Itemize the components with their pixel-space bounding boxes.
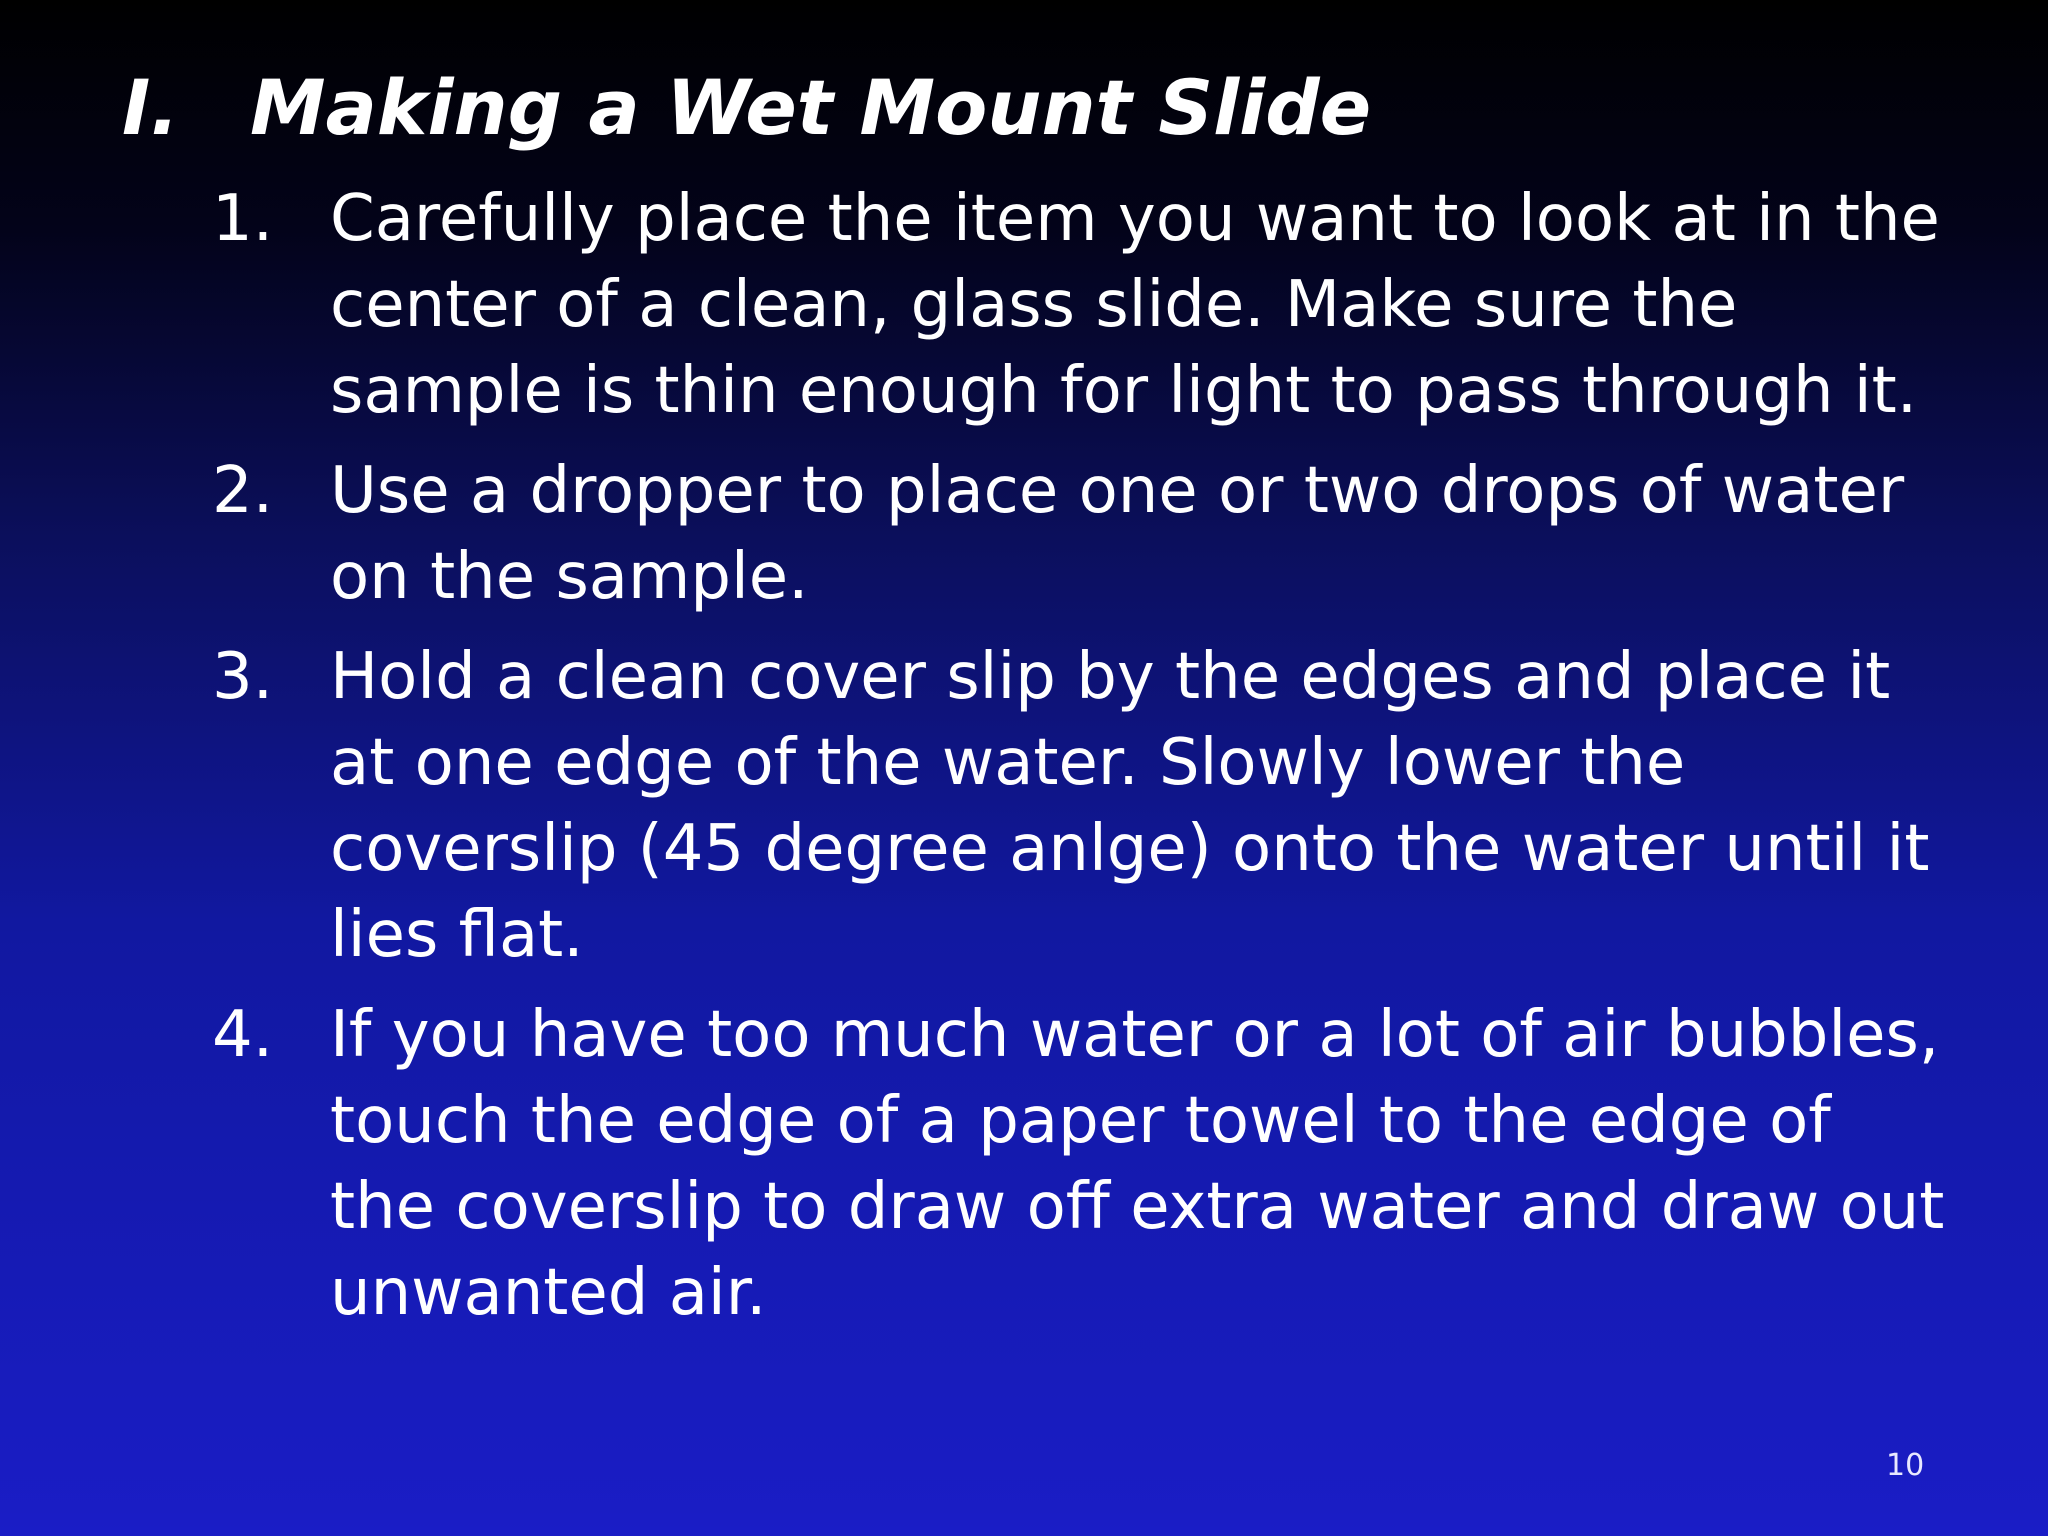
step-text: Hold a clean cover slip by the edges and place it at one edge of the water. Slowly lower the coverslip (45 degree anlge) onto the water until it lies flat. — [330, 640, 1930, 972]
list-item — [212, 176, 1952, 434]
slide-title — [122, 58, 1371, 158]
steps-list — [212, 176, 1952, 1350]
title-numeral: I. — [122, 63, 180, 152]
step-text: Use a dropper to place one or two drops of water on the sample. — [330, 454, 1905, 614]
step-text: Carefully place the item you want to look at in the center of a clean, glass slide. Make sure the sample is thin enough for light to pass through it. — [330, 182, 1940, 428]
list-item — [212, 992, 1952, 1336]
step-number: 2. — [212, 454, 274, 528]
step-number: 4. — [212, 998, 274, 1072]
step-number: 1. — [212, 182, 274, 256]
list-item — [212, 634, 1952, 978]
step-number: 3. — [212, 640, 274, 714]
step-text: If you have too much water or a lot of air bubbles, touch the edge of a paper towel to the edge of the coverslip to draw off extra water and draw out unwanted air. — [330, 998, 1945, 1330]
list-item — [212, 448, 1952, 620]
page-number: 10 — [1886, 1448, 1925, 1483]
title-text: Making a Wet Mount Slide — [250, 63, 1372, 152]
